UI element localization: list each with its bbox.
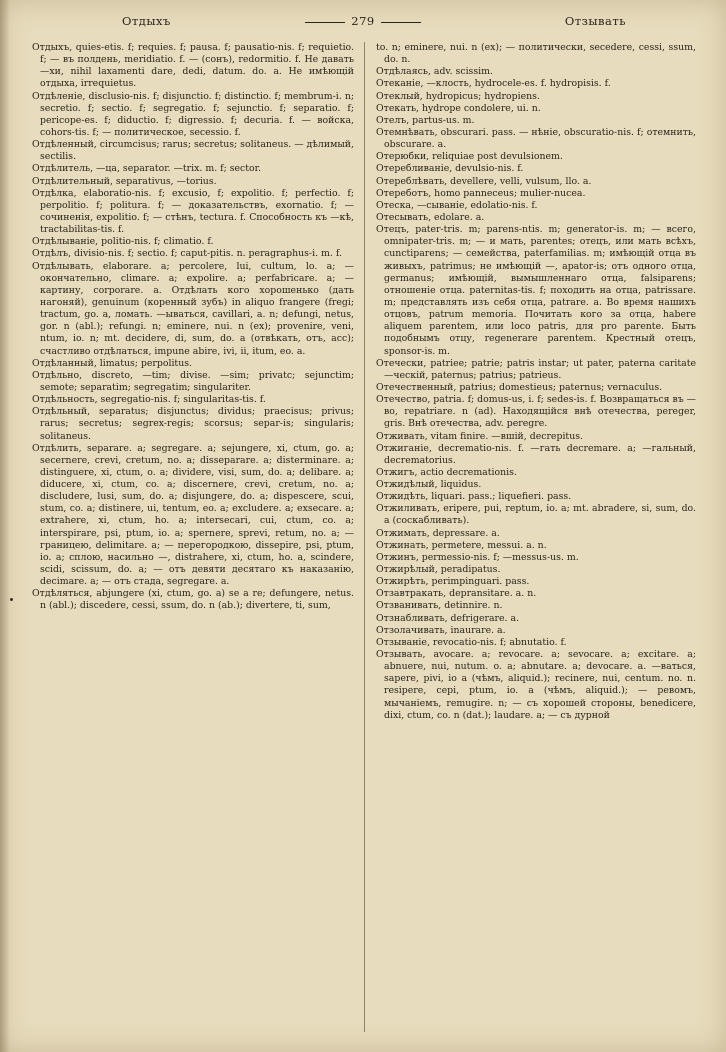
left-column xyxy=(32,42,354,613)
dictionary-entry: Отзванивать, detinnire. n. xyxy=(376,600,503,612)
header-left-guideword: Отдыхъ xyxy=(122,14,171,28)
ink-dot xyxy=(10,598,13,601)
dictionary-entry: Отдѣлительный, separativus, —torius. xyxy=(32,175,217,187)
dictionary-entry: to. n; eminere, nui. n (ex); — политически, secedere, cessi, ssum, do. n. xyxy=(376,42,696,66)
dictionary-entry: Отжимать, depressare. a. xyxy=(376,527,500,539)
dictionary-entry: Отецъ, pater-tris. m; parens-ntis. m; generator-is. m; — всего, omnipater-tris. m; — и мать, parentes; отецъ, или мать всѣхъ, cunctiparens; — семейства, paterfamilias. m; имѣющій отца въ живыхъ, patrimus; не имѣющій —, apator-is; отъ одного отца, germanus; имѣющій, вымышленнаго отца, falsiparens; отношеніе отца. paternitas-tis. f; походить на отца, patrissare. m; представлять изъ себя отца, patrare. a. Во время нашихъ отцовъ, patrum memoria. Почитать кого за отца, habere aliquem parentem, или loco patris, для pro parente. Быть подобнымъ отцу, regenerare parentem. Крестный отецъ, sponsor-is. m. xyxy=(376,224,696,357)
dictionary-entry: Отекать, hydrope condolere, ui. n. xyxy=(376,102,541,114)
dictionary-entry: Отжигъ, actio decremationis. xyxy=(376,466,517,478)
dictionary-entry: Отжинъ, permessio-nis. f; —messus-us. m. xyxy=(376,551,579,563)
dictionary-entry: Отемнѣвать, obscurari. pass. — нѣніе, obscuratio-nis. f; отемнить, obscurare. a. xyxy=(376,126,696,151)
dictionary-entry: Отдѣлывать, elaborare. a; percolere, lui, cultum, lo. a; — окончательно, climare. a; expolire. a; perfabricare. a; — картину, corporare. a. Отдѣлать кого хорошенько (дать нагоняй), genuinum (коренный зубъ) in aliquo frangere (fregi; tractum, go. a, ломать. —ываться, cavillari, a. n; defungi, netus, gor. n (abl.); refungi. n; eminere, nui. n (ex); provenire, veni, ntum, io. n; mt. decidere, di, sum, do. a (отвѣкать, отъ, acc); счастливо отдѣлаться, impune abire, ivi, ii, itum, eo. a. xyxy=(32,260,354,357)
dictionary-entry: Отдѣлитель, —ца, separator. —trix. m. f; sector. xyxy=(32,163,262,175)
dictionary-entry: Отдѣлъ, divisio-nis. f; sectio. f; caput-pitis. n. peragraphus-i. m. f. xyxy=(32,248,342,260)
dictionary-entry: Отзываніе, revocatio-nis. f; abnutatio. f. xyxy=(376,636,567,648)
dictionary-entry: Отдѣльный, separatus; disjunctus; dividus; praecisus; privus; rarus; secretus; segrex-regis; scorsus; separ-is; singularis; solitaneus. xyxy=(32,406,354,442)
dictionary-entry: Отдѣлить, separare. a; segregare. a; sejungere, xi, ctum, go. a; secernere, crevi, cretum, no. a; disseparare. a; disterminare. a; distinguere, xi, ctum, o. a; dividere, visi, sum, do. a; delibare. a; diducere, xi, ctum, co. a; discernere, crevi, cretum, no. a; discludere, lusi, sum, do. a; disjungere, do. a; dispescere, scui, stum, co. a; distinere, ui, tentum, eo. a; excludere. a; exsecare. a; extrahere, xi, ctum, ho. a; intersecari, cui, ctum, co. a; interspirare, psi, ptum, io. a; spernere, sprevi, retum, no. a; — границею, delimitare. a; — перегородкою, dissepire, psi, ptum, io. a; сплою, насильно —, distrahere, xi, ctum, ho. a, scindere, scidi, scissum, do. a; — отъ девяти десятаго къ наказанію, decimare. a; — отъ стада, segregare. a. xyxy=(32,442,354,588)
dictionary-entry: Отечественный, patrius; domestieus; paternus; vernaculus. xyxy=(376,381,663,393)
dictionary-entry: Отдѣлаясь, adv. scissim. xyxy=(376,66,493,78)
dictionary-entry: Отесывать, edolare. a. xyxy=(376,211,485,223)
dictionary-entry: Отеска, —сываніе, edolatio-nis. f. xyxy=(376,199,538,211)
header-right-guideword: Отзывать xyxy=(564,14,626,28)
dictionary-entry: Отжидѣть, liquari. pass.; liquefieri. pass. xyxy=(376,491,572,503)
dictionary-entry: Отеребливаніе, devulsio-nis. f. xyxy=(376,163,524,175)
dictionary-entry: Отжирѣлый, peradipatus. xyxy=(376,564,501,576)
dictionary-entry: Отереботъ, homo panneceus; mulier-nucea. xyxy=(376,187,586,199)
header-rule-right xyxy=(381,22,421,23)
binding-shadow xyxy=(0,0,10,1052)
dictionary-entry: Отжиливать, eripere, pui, reptum, io. a; mt. abradere, si, sum, do. a (соскабливать). xyxy=(376,503,696,527)
dictionary-entry: Отдѣленный, circumcisus; rarus; secretus; solitaneus. — дѣлимый, sectilis. xyxy=(32,139,354,163)
dictionary-entry: Отдѣляться, abjungere (xi, ctum, go. a) se a re; defungere, netus. n (abl.); discedere, cessi, ssum, do. n (ab.); divertere, ti, sum, xyxy=(32,588,354,612)
dictionary-entry: Отживать, vitam finire. —вшій, decrepitus. xyxy=(376,430,583,442)
dictionary-entry: Отереблѣвать, devellere, velli, vulsum, llo. a. xyxy=(376,175,592,187)
dictionary-entry: Отечество, patria. f; domus-us, i. f; sedes-is. f. Возвращаться въ —во, repatriare. n (ad). Находящійся внѣ отечества, pereger, gris. Внѣ отечества, adv. peregre. xyxy=(376,394,696,430)
dictionary-entry: Отдѣлка, elaboratio-nis. f; excusio, f; expolitio. f; perfectio. f; perpolitio. f; politura. f; — доказательствъ, exornatio. f; —сочиненія, expolitio. f; — стѣнъ, tectura. f. Способность къ —кѣ, tractabilitas-tis. f. xyxy=(32,187,354,236)
dictionary-entry: Отжинать, permetere, messui. a. n. xyxy=(376,539,547,551)
dictionary-entry: Отжидѣлый, liquidus. xyxy=(376,479,482,491)
right-column xyxy=(376,42,696,722)
dictionary-entry: Отдѣльность, segregatio-nis. f; singularitas-tis. f. xyxy=(32,394,266,406)
page-number: 279 xyxy=(351,14,375,28)
dictionary-entry: Отеканіе, —клость, hydrocele-es. f. hydropisis. f. xyxy=(376,78,611,90)
dictionary-entry: Отеклый, hydropicus; hydropiens. xyxy=(376,90,540,102)
page-header xyxy=(30,14,696,32)
dictionary-entry: Отзывать, avocare. a; revocare. a; sevocare. a; excitare. a; abnuere, nui, nutum. o. a; abnutare. a; devocare. a. —ваться, sapere, pivi, io a (чѣмъ, aliquid.); recinere, nui, centum. no. n. resipere, cepi, ptum, io. a (чѣмъ, aliquid.); — ревомъ, мычаніемъ, remugire. n; — съ хорошей стороны, benedicere, dixi, ctum, co. n (dat.); laudare. a; — съ дурной xyxy=(376,649,696,721)
dictionary-entry: Отдѣленіе, disclusio-nis. f; disjunctio. f; distinctio. f; membrum-i. n; secretio. f; sectio. f; segregatio. f; sejunctio. f; separatio. f; pericope-es. f; diductio. f; digressio. f; decuria. f. — войска, cohors-tis. f; — политическое, secessio. f. xyxy=(32,90,354,138)
dictionary-entry: Отдыхъ, quies-etis. f; requies. f; pausa. f; pausatio-nis. f; requietio. f; — въ полдень, meridiatio. f. — (сонъ), redormitio. f. Не давать —хи, nihil laxamenti dare, dedi, datum. do. a. Не имѣющій отдыха, irrequietus. xyxy=(32,42,354,90)
dictionary-entry: Отзавтракать, depransitare. a. n. xyxy=(376,588,537,600)
dictionary-entry: Отечески, patriee; patrie; patris instar; ut pater, paterna caritate —ческій, paternus; patrius; patrieus. xyxy=(376,357,696,381)
dictionary-entry: Отзнабливать, defrigerare. a. xyxy=(376,612,519,624)
dictionary-entry: Отзолачивать, inaurare. a. xyxy=(376,624,506,636)
dictionary-entry: Отжирѣть, perimpinguari. pass. xyxy=(376,576,530,588)
dictionary-entry: Отдѣльно, discreto, —tim; divise. —sim; privatc; sejunctim; semote; separatim; segregatim; singulariter. xyxy=(32,369,354,393)
dictionary-entry: Отерюбки, reliquiae post devulsionem. xyxy=(376,151,563,163)
header-rule-left xyxy=(305,22,345,23)
column-divider xyxy=(364,42,365,1032)
dictionary-entry: Отдѣлываніе, politio-nis. f; climatio. f. xyxy=(32,236,214,248)
dictionary-entry: Отдѣланный, limatus; perpolitus. xyxy=(32,357,192,369)
dictionary-entry: Отелъ, partus-us. m. xyxy=(376,114,475,126)
dictionary-entry: Отжиганіе, decrematio-nis. f. —гать decremare. a; —гальный, decrematorius. xyxy=(376,442,696,466)
